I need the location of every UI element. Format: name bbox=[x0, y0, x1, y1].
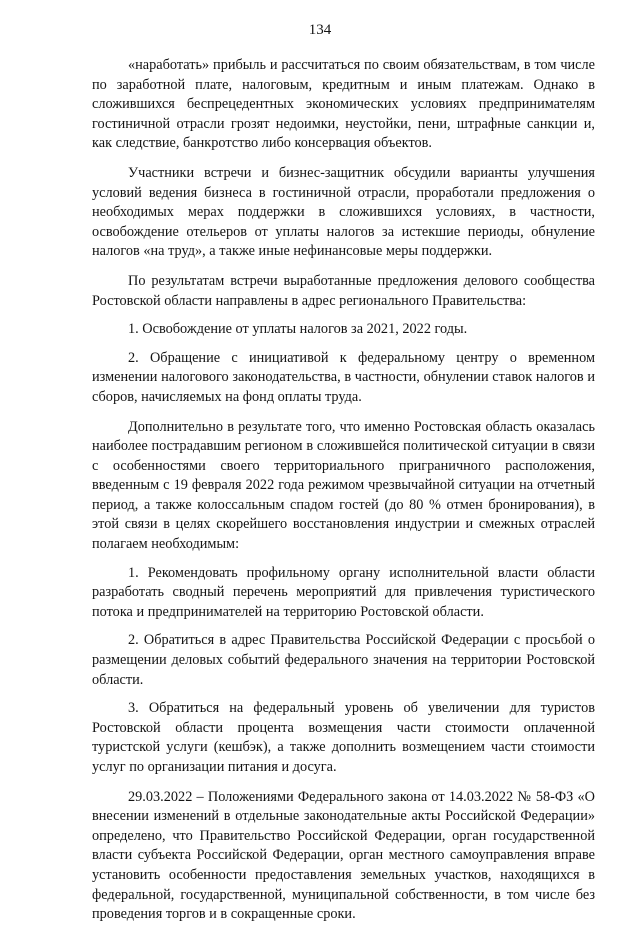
paragraph-additional-measures: Дополнительно в результате того, что именно Ростовская область оказалась наиболее пострадавшим регионом в сложившейся политической ситуации в связи с особенностями своего территориального приграничного расположения, введенным с 19 февраля 2022 года режимом чрезвычайной ситуации на отчетный период, а также колоссальным спадом гостей (до 80 % отмен бронирования), в этой связи в целях скорейшего восстановления индустрии и смежных отраслей полагаем необходимым: bbox=[92, 418, 595, 553]
paragraph-proposals-intro: По результатам встречи выработанные предложения делового сообщества Ростовской области направлены в адрес регионального Правительства: bbox=[92, 272, 595, 309]
paragraph-meeting-discussion: Участники встречи и бизнес-защитник обсудили варианты улучшения условий ведения бизнеса в гостиничной отрасли, проработали предложения о необходимых мерах поддержки в сложившихся условиях, в частности, освобождение отельеров от уплаты налогов за истекшие периоды, обнуление налогов «на труд», а также иные нефинансовые меры поддержки. bbox=[92, 164, 595, 260]
page-number: 134 bbox=[308, 22, 332, 38]
list-item-federal-initiative: 2. Обращение с инициативой к федеральному центру о временном изменении налогового законодательства, в частности, обнулении ставок налогов и сборов, начисляемых на фонд оплаты труда. bbox=[92, 349, 595, 405]
list-item-tax-exemption: 1. Освобождение от уплаты налогов за 2021, 2022 годы. bbox=[128, 321, 468, 338]
list-item-business-events: 2. Обратиться в адрес Правительства Российской Федерации с просьбой о размещении деловых событий федерального значения на территории Ростовской области. bbox=[92, 632, 595, 688]
list-item-recommend-measures: 1. Рекомендовать профильному органу исполнительной власти области разработать сводный перечень мероприятий для привлечения туристического потока и предпринимателей на территорию Ростовской области. bbox=[92, 564, 595, 620]
paragraph-hotel-industry-risks: «наработать» прибыль и рассчитаться по своим обязательствам, в том числе по заработной плате, налоговым, кредитным и иным платежам. Однако в сложившихся беспрецедентных экономических условиях предпринимателям гостиничной отрасли грозят недоимки, неустойки, пени, штрафные санкции и, как следствие, банкротство либо консервация объектов. bbox=[92, 57, 595, 152]
body-text bbox=[92, 56, 595, 934]
paragraph-federal-law: 29.03.2022 – Положениями Федерального закона от 14.03.2022 № 58-ФЗ «О внесении изменений в отдельные законодательные акты Российской Федерации» определено, что Правительство Российской Федерации, орган государственной власти субъекта Российской Федерации, орган местного самоуправления вправе установить особенности предоставления земельных участков, находящихся в федеральной, государственной, муниципальной собственности, в том числе без проведения торгов и в сокращенные сроки. bbox=[92, 788, 595, 923]
list-item-cashback: 3. Обратиться на федеральный уровень об увеличении для туристов Ростовской области процента возмещения части стоимости оплаченной туристской услуги (кешбэк), а также дополнить возмещением части стоимости услуг по организации питания и досуга. bbox=[92, 700, 595, 775]
